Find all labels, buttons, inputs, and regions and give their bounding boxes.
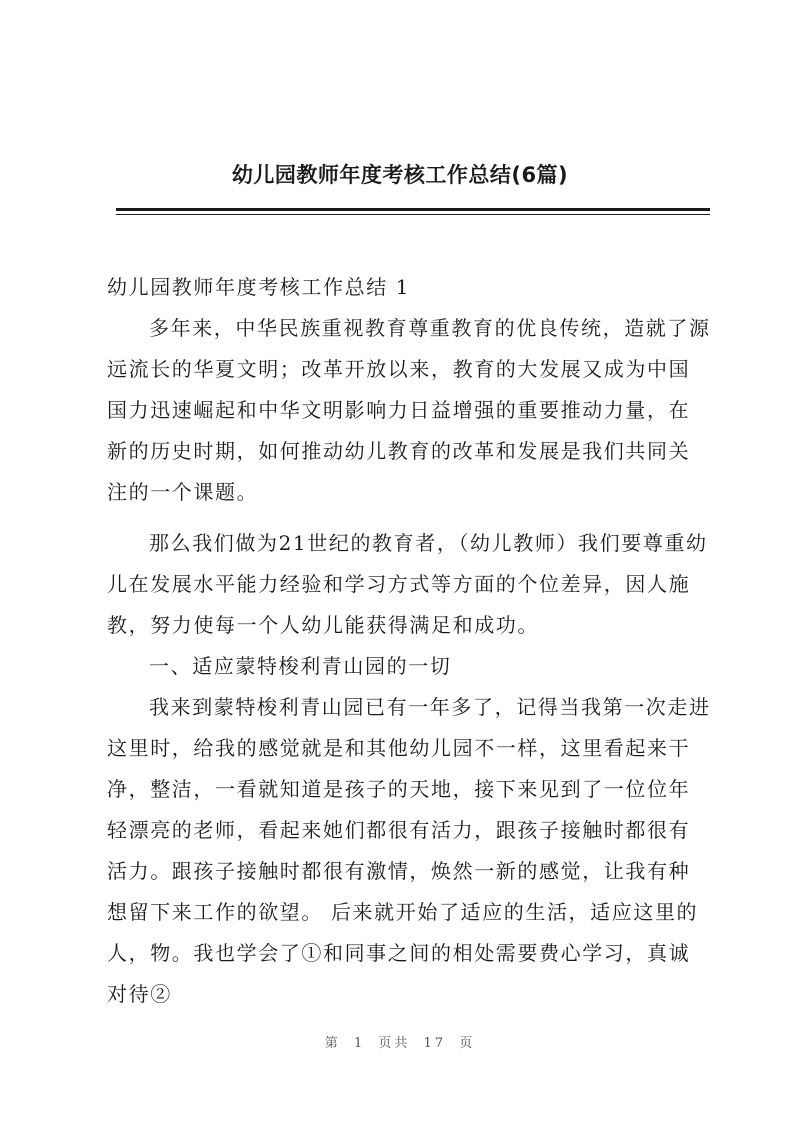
document-body <box>107 267 711 1015</box>
section-heading: 幼儿园教师年度考核工作总结 1 <box>107 275 411 299</box>
body-paragraph-1: 多年来，中华民族重视教育尊重教育的优良传统，造就了源远流长的华夏文明；改革开放以来，教育的大发展又成为中国国力迅速崛起和中华文明影响力日益增强的重要推动力量，在新的历史时期，如何推动幼儿教育的改革和发展是我们共同关注的一个课题。 <box>107 316 711 504</box>
body-paragraph-3: 我来到蒙特梭利青山园已有一年多了，记得当我第一次走进这里时，给我的感觉就是和其他幼儿园不一样，这里看起来干净，整洁，一看就知道是孩子的天地，接下来见到了一位位年轻漂亮的老师，看起来她们都很有活力，跟孩子接触时都很有活力。跟孩子接触时都很有激情，焕然一新的感觉，让我有种想留下来工作的欲望。 后来就开始了适应的生活，适应这里的人，物。我也学会了①和同事之间的相处需要费心学习，真诚对待② <box>107 695 711 1006</box>
subsection-heading: 一、适应蒙特梭利青山园的一切 <box>149 654 452 678</box>
footer-total-pages: 17 <box>423 1036 447 1051</box>
title-underline-thick <box>116 208 710 211</box>
footer-mid: 页共 <box>378 1036 411 1051</box>
page-footer <box>0 1032 800 1051</box>
footer-page-number: 1 <box>353 1036 366 1051</box>
footer-suffix: 页 <box>459 1036 476 1051</box>
document-title: 幼儿园教师年度考核工作总结(6篇) <box>231 163 569 187</box>
body-paragraph-2: 那么我们做为21世纪的教育者，（幼儿教师）我们要尊重幼儿在发展水平能力经验和学习方式等方面的个位差异，因人施教，努力使每一个人幼儿能获得满足和成功。 <box>107 531 708 637</box>
footer-prefix: 第 <box>324 1036 341 1051</box>
title-underline-thin <box>116 214 710 215</box>
